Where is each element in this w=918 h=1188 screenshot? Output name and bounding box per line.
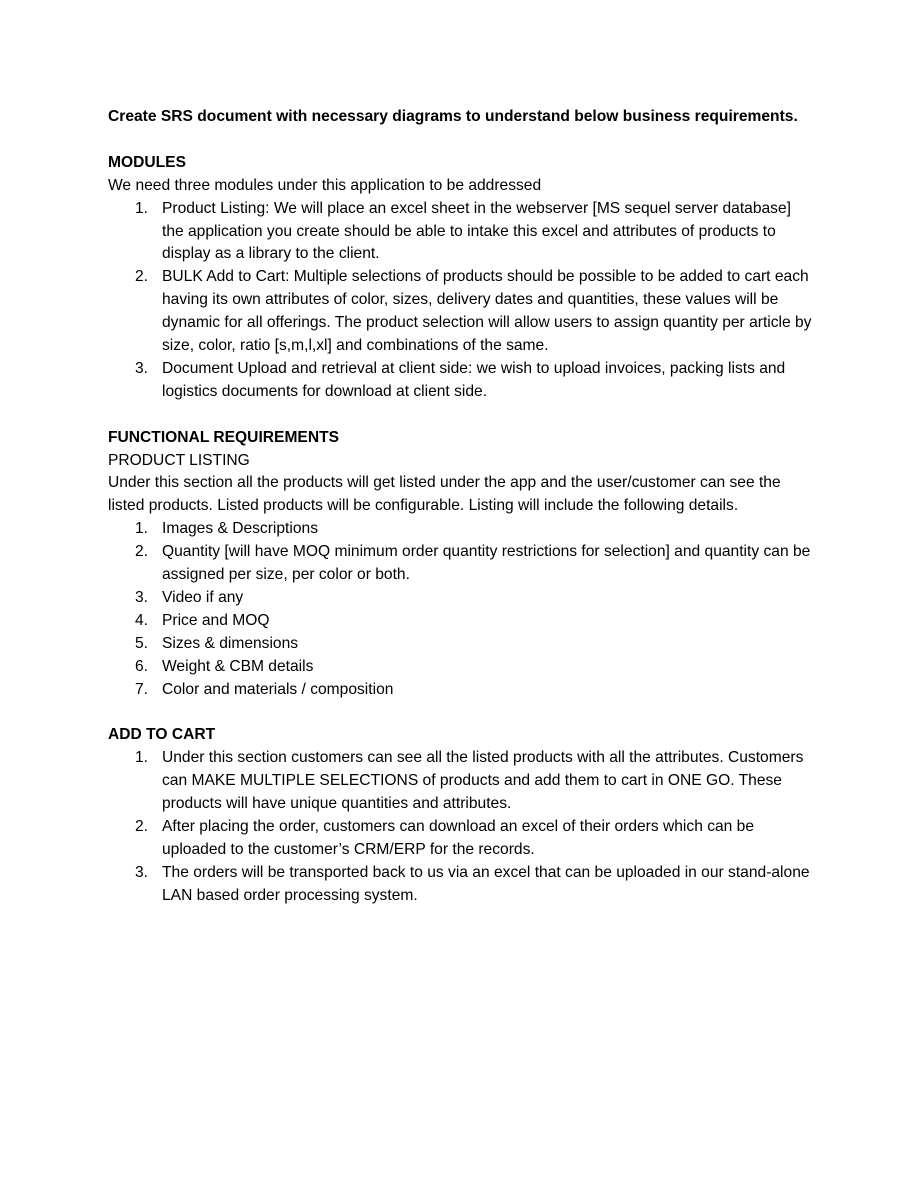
list-item-text: The orders will be transported back to us via an excel that can be uploaded in our stand-alone LAN based order processing system.	[162, 863, 810, 904]
product-listing-list	[108, 518, 812, 701]
add-to-cart-heading: ADD TO CART	[108, 726, 216, 744]
list-item	[108, 198, 812, 267]
list-item	[108, 656, 812, 679]
list-number: 2.	[135, 543, 149, 561]
list-number: 1.	[135, 199, 149, 217]
list-number: 2.	[135, 268, 149, 286]
list-number: 3.	[135, 359, 149, 377]
modules-heading: MODULES	[108, 153, 186, 171]
product-listing-subheading: PRODUCT LISTING	[108, 451, 250, 469]
modules-intro: We need three modules under this application to be addressed	[108, 176, 542, 194]
list-item	[108, 862, 812, 908]
list-item-text: Video if any	[162, 589, 244, 606]
list-item	[108, 816, 812, 862]
list-number: 1.	[135, 520, 149, 538]
list-item-text: Product Listing: We will place an excel sheet in the webserver [MS sequel server database] the application you create should be able to intake this excel and attributes of products to display as a library to the client.	[162, 199, 791, 263]
functional-heading: FUNCTIONAL REQUIREMENTS	[108, 428, 340, 446]
document-title: Create SRS document with necessary diagrams to understand below business requirements.	[108, 108, 798, 125]
list-number: 3.	[135, 589, 149, 606]
list-number: 5.	[135, 634, 149, 652]
list-item	[108, 358, 812, 404]
list-item	[108, 266, 812, 358]
list-item-text: Quantity [will have MOQ minimum order quantity restrictions for selection] and quantity can be assigned per size, per color or both.	[162, 543, 811, 584]
add-to-cart-list	[108, 747, 812, 907]
list-item-text: Sizes & dimensions	[162, 634, 299, 652]
list-item	[108, 518, 812, 541]
list-item	[108, 587, 812, 610]
list-item-text: BULK Add to Cart: Multiple selections of products should be possible to be added to cart each having its own attributes of color, sizes, delivery dates and quantities, these values will be dynamic for all offerings. The product selection will allow users to assign quantity per article by size, color, ratio [s,m,l,xl] and combinations of the same.	[162, 268, 812, 355]
list-item	[108, 633, 812, 656]
list-item	[108, 679, 812, 702]
list-number: 4.	[135, 611, 149, 629]
spacer	[108, 404, 812, 427]
product-listing-intro: Under this section all the products will get listed under the app and the user/customer can see the listed products. Listed products will be configurable. Listing will include the following details.	[108, 474, 781, 515]
list-number: 7.	[135, 680, 149, 698]
modules-list	[108, 198, 812, 404]
list-item-text: Weight & CBM details	[162, 657, 314, 675]
list-item-text: After placing the order, customers can download an excel of their orders which can be uploaded to the customer’s CRM/ERP for the records.	[162, 818, 755, 858]
list-number: 2.	[135, 818, 149, 836]
list-item	[108, 747, 812, 816]
list-item-text: Images & Descriptions	[162, 520, 318, 538]
document-body	[108, 106, 812, 908]
spacer	[108, 129, 812, 152]
spacer	[108, 702, 812, 725]
list-item	[108, 610, 812, 633]
list-number: 1.	[135, 749, 149, 767]
list-number: 3.	[135, 863, 149, 881]
list-number: 6.	[135, 657, 149, 675]
list-item-text: Under this section customers can see all the listed products with all the attributes. Customers can MAKE MULTIPLE SELECTIONS of products and add them to cart in ONE GO. These products will have unique quantities and attributes.	[162, 749, 804, 813]
list-item-text: Document Upload and retrieval at client side: we wish to upload invoices, packing lists and logistics documents for download at client side.	[162, 359, 786, 400]
list-item-text: Price and MOQ	[162, 611, 270, 629]
list-item	[108, 541, 812, 587]
list-item-text: Color and materials / composition	[162, 680, 394, 698]
